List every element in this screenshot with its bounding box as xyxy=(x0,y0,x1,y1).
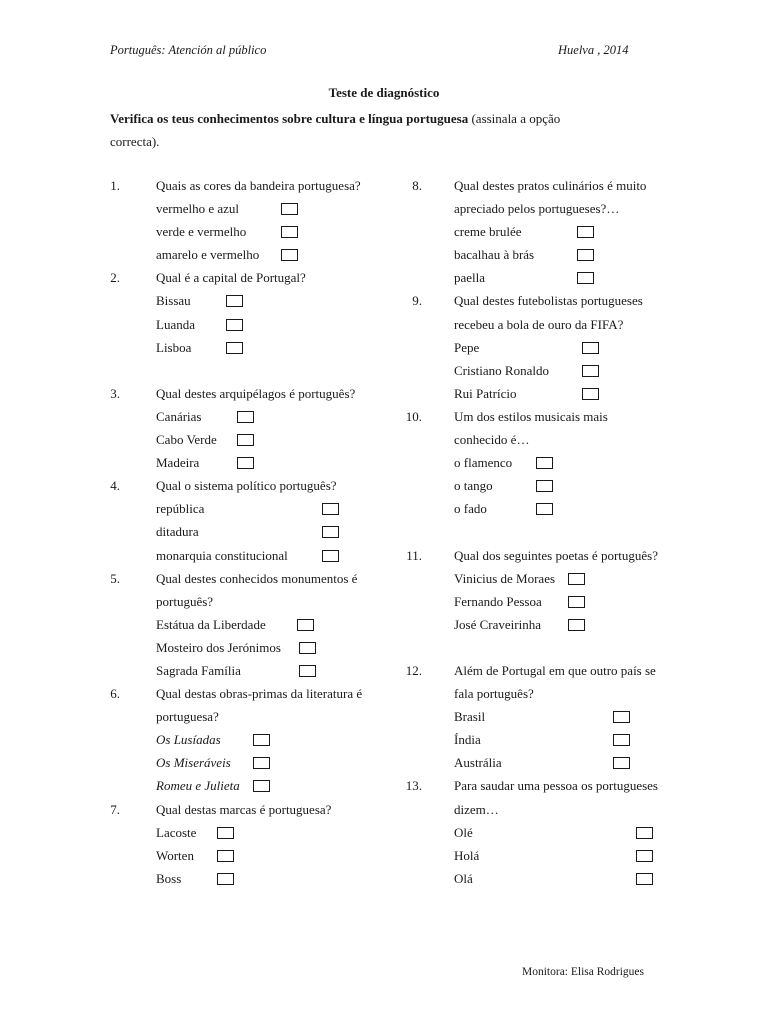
option-label: Fernando Pessoa xyxy=(454,593,542,609)
question-text: Qual destes conhecidos monumentos é xyxy=(156,570,358,586)
question-number: 13. xyxy=(405,778,422,794)
answer-option xyxy=(428,497,708,520)
question-number: 8. xyxy=(412,178,422,193)
page-title: Teste de diagnóstico xyxy=(328,85,440,100)
answer-checkbox[interactable] xyxy=(217,850,234,862)
option-label: verde e vermelho xyxy=(156,224,247,240)
question-text-line xyxy=(428,197,708,220)
question-text-line xyxy=(428,798,708,821)
question-text: fala português? xyxy=(454,686,534,702)
answer-checkbox[interactable] xyxy=(299,642,316,654)
option-label: Mosteiro dos Jerónimos xyxy=(156,639,281,655)
option-label: Madeira xyxy=(156,455,200,471)
answer-checkbox[interactable] xyxy=(253,780,270,792)
option-label: creme brulée xyxy=(454,224,522,240)
option-label: Bissau xyxy=(156,293,191,309)
answer-checkbox[interactable] xyxy=(226,342,243,354)
question-number: 4. xyxy=(110,478,120,494)
answer-checkbox[interactable] xyxy=(237,411,254,423)
answer-checkbox[interactable] xyxy=(582,342,599,354)
question-text: recebeu a bola de ouro da FIFA? xyxy=(454,316,624,332)
answer-option xyxy=(130,821,400,844)
question-line xyxy=(406,544,708,567)
question-text: dizem… xyxy=(454,801,499,817)
answer-checkbox[interactable] xyxy=(636,827,653,839)
answer-checkbox[interactable] xyxy=(237,457,254,469)
answer-option xyxy=(428,359,708,382)
answer-checkbox[interactable] xyxy=(536,457,553,469)
question-text: conhecido é… xyxy=(454,432,530,448)
question-number: 5. xyxy=(110,570,120,586)
answer-option xyxy=(428,382,708,405)
answer-checkbox[interactable] xyxy=(582,388,599,400)
answer-option xyxy=(130,774,400,797)
question-text-line xyxy=(130,590,400,613)
question-line xyxy=(110,474,400,497)
option-label: Romeu e Julieta xyxy=(156,778,240,794)
answer-option xyxy=(130,313,400,336)
question-text: Qual é a capital de Portugal? xyxy=(156,270,306,286)
option-label: Lisboa xyxy=(156,339,192,355)
answer-checkbox[interactable] xyxy=(226,295,243,307)
option-label: república xyxy=(156,501,205,517)
option-label: Luanda xyxy=(156,316,195,332)
question-line xyxy=(412,289,708,312)
question-text: Qual destes arquipélagos é português? xyxy=(156,385,356,401)
question-number: 11. xyxy=(406,547,422,563)
intro-bold-text: Verifica os teus conhecimentos sobre cultura e língua portuguesa xyxy=(110,111,469,126)
question-text: português? xyxy=(156,593,214,609)
answer-option xyxy=(130,636,400,659)
answer-checkbox[interactable] xyxy=(636,850,653,862)
answer-checkbox[interactable] xyxy=(226,319,243,331)
question-text: Qual o sistema político português? xyxy=(156,478,337,494)
answer-option xyxy=(130,497,400,520)
question-text-line xyxy=(130,359,400,382)
answer-option xyxy=(130,613,400,636)
question-line xyxy=(405,659,708,682)
header-place-year: Huelva , 2014 xyxy=(558,43,629,57)
footer-author: Monitora: Elisa Rodrigues xyxy=(522,966,645,978)
answer-option xyxy=(428,613,708,636)
question-text: Qual dos seguintes poetas é português? xyxy=(454,547,658,563)
answer-checkbox[interactable] xyxy=(253,734,270,746)
answer-checkbox[interactable] xyxy=(217,827,234,839)
question-line xyxy=(110,682,400,705)
answer-option xyxy=(130,751,400,774)
question-text: Um dos estilos musicais mais xyxy=(454,408,608,424)
option-label: vermelho e azul xyxy=(156,201,240,217)
answer-option xyxy=(130,867,400,890)
answer-checkbox[interactable] xyxy=(613,757,630,769)
answer-checkbox[interactable] xyxy=(536,503,553,515)
answer-checkbox[interactable] xyxy=(577,272,594,284)
option-label: Índia xyxy=(454,732,481,748)
option-label: Vinicius de Moraes xyxy=(454,570,556,586)
answer-checkbox[interactable] xyxy=(281,203,298,215)
answer-option xyxy=(130,405,400,428)
answer-checkbox[interactable] xyxy=(281,226,298,238)
answer-checkbox[interactable] xyxy=(577,249,594,261)
answer-option xyxy=(428,567,708,590)
option-label: o flamenco xyxy=(454,455,513,471)
answer-option xyxy=(130,451,400,474)
answer-checkbox[interactable] xyxy=(568,619,585,631)
answer-option xyxy=(130,520,400,543)
question-number: 9. xyxy=(412,293,422,309)
answer-option xyxy=(428,844,708,867)
question-text-line xyxy=(130,705,400,728)
answer-checkbox[interactable] xyxy=(568,573,585,585)
option-label: Olá xyxy=(454,870,473,886)
answer-option xyxy=(428,867,708,890)
answer-option xyxy=(428,728,708,751)
answer-checkbox[interactable] xyxy=(636,873,653,885)
option-label: Brasil xyxy=(454,709,486,725)
right-question-column xyxy=(405,174,708,890)
question-line xyxy=(110,798,400,821)
answer-checkbox[interactable] xyxy=(613,734,630,746)
answer-checkbox[interactable] xyxy=(237,434,254,446)
answer-option xyxy=(428,474,708,497)
answer-option xyxy=(130,544,400,567)
answer-checkbox[interactable] xyxy=(217,873,234,885)
question-text: portuguesa? xyxy=(156,709,219,725)
question-text: Quais as cores da bandeira portuguesa? xyxy=(156,178,361,193)
option-label: Boss xyxy=(156,870,182,886)
question-number: 1. xyxy=(110,178,120,193)
option-label: paella xyxy=(454,270,486,286)
answer-option xyxy=(428,751,708,774)
option-label: bacalhau à brás xyxy=(454,247,535,263)
intro-paragraph xyxy=(110,107,630,153)
answer-option xyxy=(428,590,708,613)
answer-option xyxy=(428,821,708,844)
answer-option xyxy=(130,844,400,867)
answer-checkbox[interactable] xyxy=(297,619,314,631)
question-text: Qual destas obras-primas da literatura é xyxy=(156,686,363,702)
answer-checkbox[interactable] xyxy=(582,365,599,377)
answer-option xyxy=(428,705,708,728)
option-label: Pepe xyxy=(454,339,480,355)
answer-option xyxy=(130,243,400,266)
question-number: 10. xyxy=(405,408,422,424)
answer-option xyxy=(428,336,708,359)
question-number: 12. xyxy=(405,662,422,678)
answer-checkbox[interactable] xyxy=(322,526,339,538)
option-label: ditadura xyxy=(156,524,199,540)
answer-option xyxy=(130,659,400,682)
option-label: Cabo Verde xyxy=(156,432,217,448)
question-line xyxy=(110,382,400,405)
question-line xyxy=(412,174,708,197)
option-label: Holá xyxy=(454,847,480,863)
answer-option xyxy=(428,451,708,474)
question-number: 3. xyxy=(110,385,120,401)
answer-option xyxy=(428,220,708,243)
answer-option xyxy=(428,243,708,266)
option-label: Olé xyxy=(454,824,473,840)
answer-option xyxy=(130,220,400,243)
answer-checkbox[interactable] xyxy=(281,249,298,261)
question-line xyxy=(405,405,708,428)
option-label: Os Miseráveis xyxy=(156,755,231,771)
option-label: Rui Patrício xyxy=(454,385,517,401)
option-label: Lacoste xyxy=(156,824,197,840)
answer-checkbox[interactable] xyxy=(322,503,339,515)
question-text: Qual destes futebolistas portugueses xyxy=(454,293,643,309)
question-number: 6. xyxy=(110,686,120,702)
question-text: Qual destes pratos culinários é muito xyxy=(454,178,647,193)
answer-option xyxy=(428,266,708,289)
option-label: Os Lusíadas xyxy=(156,732,221,748)
option-label: Canárias xyxy=(156,408,202,424)
option-label: Worten xyxy=(156,847,194,863)
answer-option xyxy=(130,197,400,220)
question-line xyxy=(110,266,400,289)
answer-option xyxy=(130,728,400,751)
option-label: amarelo e vermelho xyxy=(156,247,260,263)
option-label: o fado xyxy=(454,501,487,517)
option-label: Sagrada Família xyxy=(156,662,241,678)
question-line xyxy=(110,174,400,197)
option-label: monarquia constitucional xyxy=(156,547,288,563)
answer-checkbox[interactable] xyxy=(253,757,270,769)
option-label: Austrália xyxy=(454,755,502,771)
question-line xyxy=(405,774,708,797)
question-text: Para saudar uma pessoa os portugueses xyxy=(454,778,658,794)
answer-checkbox[interactable] xyxy=(577,226,594,238)
answer-checkbox[interactable] xyxy=(613,711,630,723)
answer-option xyxy=(130,428,400,451)
answer-option xyxy=(130,289,400,312)
question-text-line xyxy=(428,313,708,336)
question-text: Qual destas marcas é portuguesa? xyxy=(156,801,332,817)
option-label: José Craveirinha xyxy=(454,616,542,632)
question-text-line xyxy=(428,682,708,705)
answer-checkbox[interactable] xyxy=(568,596,585,608)
intro-line2-text: correcta). xyxy=(110,134,160,149)
answer-checkbox[interactable] xyxy=(299,665,316,677)
question-text-line xyxy=(428,636,708,659)
left-question-column xyxy=(110,174,400,890)
intro-rest-text: (assinala a opção xyxy=(468,111,561,126)
header-course-title: Português: Atención al público xyxy=(110,43,267,57)
option-label: Estátua da Liberdade xyxy=(156,616,266,632)
question-text: apreciado pelos portugueses?… xyxy=(454,201,620,217)
answer-option xyxy=(130,336,400,359)
option-label: o tango xyxy=(454,478,493,494)
question-text-line xyxy=(428,520,708,543)
question-number: 2. xyxy=(110,270,120,286)
option-label: Cristiano Ronaldo xyxy=(454,362,549,378)
answer-checkbox[interactable] xyxy=(536,480,553,492)
question-text-line xyxy=(428,428,708,451)
question-line xyxy=(110,567,400,590)
question-number: 7. xyxy=(110,801,120,817)
answer-checkbox[interactable] xyxy=(322,550,339,562)
question-text: Além de Portugal em que outro país se xyxy=(454,662,656,678)
